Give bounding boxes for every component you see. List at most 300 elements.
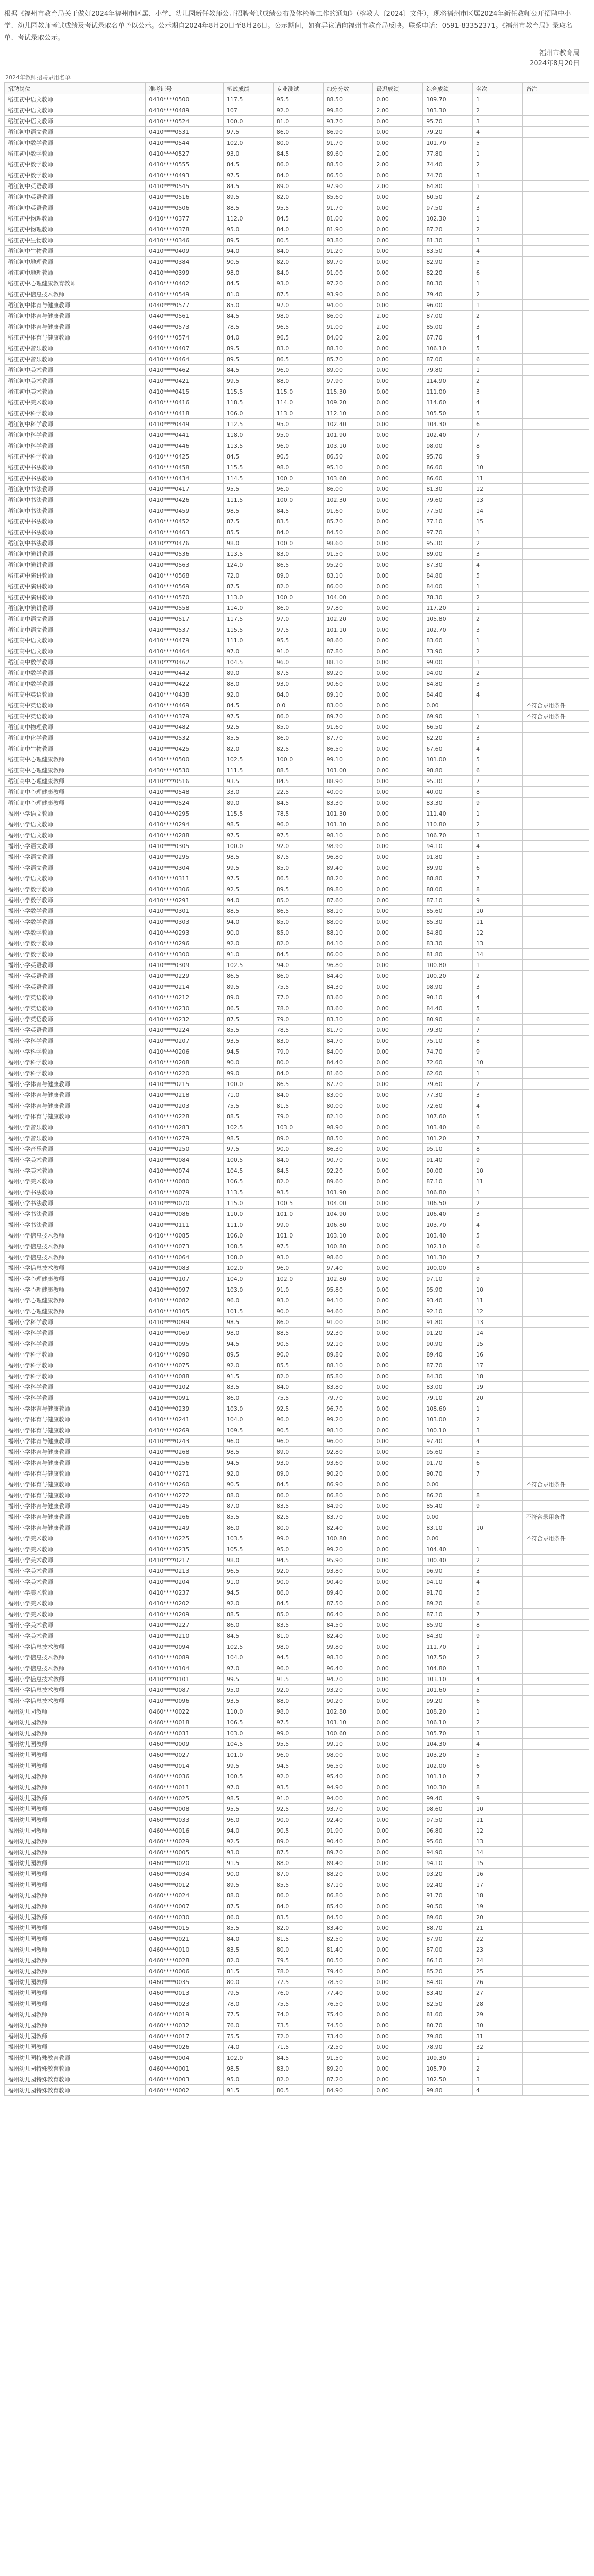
cell-total: 91.70: [423, 1890, 473, 1901]
cell-written: 98.5: [223, 819, 273, 830]
cell-professional: 83.0: [273, 549, 323, 560]
cell-bonus: 84.40: [323, 1057, 373, 1068]
cell-position: 福州小学科学教师: [5, 1068, 146, 1079]
cell-professional: 71.5: [273, 2042, 323, 2053]
cell-professional: 88.0: [273, 1858, 323, 1869]
table-row: [5, 1533, 589, 1544]
cell-written: 74.0: [223, 2042, 273, 2053]
cell-written: 98.0: [223, 538, 273, 549]
cell-written: 93.5: [223, 1036, 273, 1046]
table-row: [5, 1836, 589, 1847]
cell-written: 98.5: [223, 1133, 273, 1144]
cell-bonus: 86.50: [323, 451, 373, 462]
cell-ticket: 0410****0107: [146, 1274, 224, 1284]
cell-position: 福州幼儿园教师: [5, 2009, 146, 2020]
cell-extra: 0.00: [373, 1252, 423, 1263]
cell-extra: 0.00: [373, 1447, 423, 1458]
cell-note: [522, 1165, 589, 1176]
cell-note: [522, 1522, 589, 1533]
cell-note: [522, 1187, 589, 1198]
table-row: [5, 397, 589, 408]
cell-bonus: 83.60: [323, 992, 373, 1003]
cell-total: 95.30: [423, 776, 473, 787]
cell-rank: 31: [473, 2031, 523, 2042]
cell-ticket: 0460****0010: [146, 1944, 224, 1955]
cell-written: 108.5: [223, 1241, 273, 1252]
cell-note: [522, 862, 589, 873]
cell-rank: 17: [473, 1879, 523, 1890]
cell-bonus: 88.90: [323, 776, 373, 787]
cell-note: [522, 1955, 589, 1966]
table-row: [5, 1295, 589, 1306]
cell-note: [522, 570, 589, 581]
table-row: [5, 311, 589, 321]
cell-written: 76.0: [223, 2020, 273, 2031]
cell-note: [522, 765, 589, 776]
cell-total: 90.90: [423, 1338, 473, 1349]
cell-ticket: 0410****0075: [146, 1360, 224, 1371]
cell-note: [522, 1966, 589, 1977]
cell-rank: 6: [473, 765, 523, 776]
table-row: [5, 2063, 589, 2074]
cell-ticket: 0410****0469: [146, 700, 224, 711]
cell-professional: 84.5: [273, 148, 323, 159]
cell-note: [522, 2085, 589, 2096]
cell-ticket: 0460****0005: [146, 1847, 224, 1858]
cell-bonus: 103.60: [323, 473, 373, 484]
cell-professional: 96.0: [273, 819, 323, 830]
cell-bonus: 86.00: [323, 581, 373, 592]
cell-professional: 85.0: [273, 927, 323, 938]
table-row: [5, 722, 589, 733]
cell-rank: 12: [473, 1306, 523, 1317]
cell-bonus: 98.60: [323, 538, 373, 549]
cell-note: [522, 311, 589, 321]
cell-extra: 0.00: [373, 1544, 423, 1555]
cell-professional: 100.0: [273, 495, 323, 505]
cell-rank: 16: [473, 1349, 523, 1360]
header-total: 综合成绩: [423, 83, 473, 94]
cell-bonus: 73.40: [323, 2031, 373, 2042]
cell-ticket: 0460****0027: [146, 1750, 224, 1760]
cell-written: 100.0: [223, 116, 273, 127]
cell-position: 福州小学科学教师: [5, 1036, 146, 1046]
cell-professional: 96.0: [273, 440, 323, 451]
cell-position: 稻江初中语文教师: [5, 94, 146, 105]
table-row: [5, 1079, 589, 1090]
table-row: [5, 257, 589, 267]
cell-professional: 91.0: [273, 646, 323, 657]
cell-total: 101.10: [423, 1771, 473, 1782]
cell-rank: 3: [473, 386, 523, 397]
cell-note: [522, 1836, 589, 1847]
cell-written: 112.5: [223, 419, 273, 430]
cell-total: 114.90: [423, 376, 473, 386]
table-row: [5, 192, 589, 202]
cell-professional: 97.0: [273, 300, 323, 311]
cell-position: 稻江初中数学教师: [5, 148, 146, 159]
cell-professional: 84.0: [273, 1901, 323, 1912]
table-row: [5, 960, 589, 971]
table-row: [5, 981, 589, 992]
cell-note: [522, 938, 589, 949]
table-row: [5, 992, 589, 1003]
cell-rank: 2: [473, 614, 523, 624]
cell-bonus: 96.70: [323, 1403, 373, 1414]
cell-note: [522, 1587, 589, 1598]
cell-bonus: 89.60: [323, 1176, 373, 1187]
cell-total: 97.40: [423, 1436, 473, 1447]
cell-total: 85.90: [423, 1620, 473, 1631]
cell-rank: 11: [473, 917, 523, 927]
cell-written: 103.0: [223, 1728, 273, 1739]
cell-total: 84.40: [423, 689, 473, 700]
cell-professional: 99.0: [273, 1219, 323, 1230]
cell-written: 91.0: [223, 949, 273, 960]
cell-position: 福州小学科学教师: [5, 1328, 146, 1338]
cell-note: [522, 1847, 589, 1858]
cell-written: 88.0: [223, 679, 273, 689]
cell-written: 106.0: [223, 408, 273, 419]
cell-written: 108.0: [223, 1252, 273, 1263]
cell-ticket: 0410****0558: [146, 603, 224, 614]
cell-professional: 80.0: [273, 1944, 323, 1955]
cell-bonus: 81.90: [323, 224, 373, 235]
cell-written: 79.5: [223, 1988, 273, 1998]
cell-extra: 0.00: [373, 1793, 423, 1804]
cell-total: 83.30: [423, 798, 473, 808]
cell-ticket: 0410****0446: [146, 440, 224, 451]
cell-rank: 21: [473, 1923, 523, 1934]
table-row: [5, 2074, 589, 2085]
cell-ticket: 0410****0217: [146, 1555, 224, 1566]
cell-position: 福州小学体育与健康教师: [5, 1425, 146, 1436]
cell-written: 96.0: [223, 1295, 273, 1306]
cell-extra: 0.00: [373, 365, 423, 376]
cell-rank: 5: [473, 343, 523, 354]
cell-extra: 0.00: [373, 1458, 423, 1468]
cell-rank: 1: [473, 1706, 523, 1717]
cell-rank: 17: [473, 1360, 523, 1371]
cell-extra: 0.00: [373, 527, 423, 538]
table-row: [5, 1447, 589, 1458]
cell-written: 98.0: [223, 267, 273, 278]
cell-written: 99.5: [223, 376, 273, 386]
cell-position: 稻江初中体育与健康教师: [5, 321, 146, 332]
table-row: [5, 1360, 589, 1371]
cell-ticket: 0410****0442: [146, 668, 224, 679]
cell-ticket: 0410****0085: [146, 1230, 224, 1241]
cell-written: 87.5: [223, 516, 273, 527]
cell-total: 101.70: [423, 138, 473, 148]
cell-total: 77.50: [423, 505, 473, 516]
cell-written: 94.5: [223, 1046, 273, 1057]
cell-written: 89.5: [223, 235, 273, 246]
cell-note: [522, 1338, 589, 1349]
cell-professional: 80.0: [273, 138, 323, 148]
cell-note: [522, 1360, 589, 1371]
cell-professional: 82.0: [273, 192, 323, 202]
table-row: [5, 430, 589, 440]
table-row: [5, 1122, 589, 1133]
table-row: [5, 2020, 589, 2031]
table-caption: 2024年教师招聘录用名单: [5, 74, 71, 81]
cell-note: [522, 1241, 589, 1252]
cell-total: 104.30: [423, 1739, 473, 1750]
cell-ticket: 0460****0016: [146, 1825, 224, 1836]
cell-ticket: 0460****0026: [146, 2042, 224, 2053]
cell-extra: 0.00: [373, 1641, 423, 1652]
cell-written: 81.0: [223, 289, 273, 300]
table-row: [5, 408, 589, 419]
cell-note: [522, 1284, 589, 1295]
table-row: [5, 1100, 589, 1111]
cell-ticket: 0410****0111: [146, 1219, 224, 1230]
cell-written: 86.0: [223, 1620, 273, 1631]
cell-extra: 0.00: [373, 1479, 423, 1490]
cell-position: 福州小学信息技术教师: [5, 1252, 146, 1263]
cell-professional: 77.5: [273, 1977, 323, 1988]
cell-rank: 4: [473, 1219, 523, 1230]
cell-ticket: 0410****0569: [146, 581, 224, 592]
cell-note: [522, 159, 589, 170]
cell-written: 88.5: [223, 1111, 273, 1122]
table-row: [5, 1371, 589, 1382]
cell-position: 福州小学科学教师: [5, 1046, 146, 1057]
cell-note: [522, 1944, 589, 1955]
cell-bonus: 72.50: [323, 2042, 373, 2053]
cell-ticket: 0460****0003: [146, 2074, 224, 2085]
cell-rank: 1: [473, 278, 523, 289]
cell-position: 稻江初中科学教师: [5, 430, 146, 440]
table-row: [5, 862, 589, 873]
cell-written: 92.0: [223, 938, 273, 949]
cell-position: 稻江高中语文教师: [5, 614, 146, 624]
cell-position: 福州幼儿园教师: [5, 1717, 146, 1728]
cell-total: 102.30: [423, 213, 473, 224]
cell-total: 104.80: [423, 1663, 473, 1674]
cell-ticket: 0410****0294: [146, 819, 224, 830]
cell-total: 91.20: [423, 1328, 473, 1338]
cell-bonus: 90.70: [323, 1155, 373, 1165]
cell-professional: 84.0: [273, 689, 323, 700]
cell-position: 福州幼儿园教师: [5, 1706, 146, 1717]
table-row: [5, 906, 589, 917]
cell-rank: 6: [473, 1122, 523, 1133]
cell-total: 105.70: [423, 1728, 473, 1739]
cell-rank: 6: [473, 354, 523, 365]
cell-total: 103.40: [423, 1230, 473, 1241]
cell-position: 稻江初中信息技术教师: [5, 289, 146, 300]
cell-bonus: 104.00: [323, 592, 373, 603]
cell-position: 福州小学心理健康教师: [5, 1274, 146, 1284]
cell-professional: 82.0: [273, 938, 323, 949]
cell-ticket: 0460****0035: [146, 1977, 224, 1988]
cell-professional: 97.5: [273, 1241, 323, 1252]
cell-professional: 84.5: [273, 1165, 323, 1176]
cell-note: [522, 1490, 589, 1501]
cell-position: 福州幼儿园教师: [5, 1771, 146, 1782]
table-row: [5, 1090, 589, 1100]
cell-ticket: 0410****0225: [146, 1533, 224, 1544]
cell-professional: 92.5: [273, 1804, 323, 1815]
cell-total: 94.10: [423, 841, 473, 852]
cell-professional: 86.5: [273, 873, 323, 884]
cell-extra: 0.00: [373, 570, 423, 581]
cell-rank: 2: [473, 289, 523, 300]
cell-professional: 88.0: [273, 1696, 323, 1706]
cell-total: 84.80: [423, 570, 473, 581]
cell-extra: 0.00: [373, 711, 423, 722]
cell-position: 福州幼儿园教师: [5, 1760, 146, 1771]
cell-position: 福州幼儿园教师: [5, 1890, 146, 1901]
cell-extra: 0.00: [373, 927, 423, 938]
cell-position: 福州小学科学教师: [5, 1349, 146, 1360]
cell-rank: 1: [473, 181, 523, 192]
cell-ticket: 0410****0073: [146, 1241, 224, 1252]
cell-extra: 0.00: [373, 949, 423, 960]
cell-note: [522, 733, 589, 743]
cell-bonus: 97.40: [323, 1263, 373, 1274]
cell-written: 94.0: [223, 917, 273, 927]
cell-position: 稻江高中英语教师: [5, 700, 146, 711]
cell-total: 91.70: [423, 1458, 473, 1468]
cell-rank: 2: [473, 1717, 523, 1728]
cell-position: 福州小学美术教师: [5, 1533, 146, 1544]
cell-rank: 5: [473, 257, 523, 267]
cell-position: 稻江高中化学教师: [5, 733, 146, 743]
cell-written: 107: [223, 105, 273, 116]
cell-ticket: 0410****0476: [146, 538, 224, 549]
cell-rank: 3: [473, 235, 523, 246]
cell-written: 90.0: [223, 927, 273, 938]
table-row: [5, 614, 589, 624]
cell-extra: 0.00: [373, 1522, 423, 1533]
table-row: [5, 224, 589, 235]
cell-position: 福州小学音乐教师: [5, 1122, 146, 1133]
table-row: [5, 668, 589, 679]
cell-ticket: 0460****0006: [146, 1966, 224, 1977]
cell-bonus: 91.70: [323, 138, 373, 148]
cell-written: 115.5: [223, 386, 273, 397]
cell-ticket: 0410****0091: [146, 1393, 224, 1403]
cell-professional: 90.0: [273, 1144, 323, 1155]
cell-note: [522, 549, 589, 560]
cell-position: 福州幼儿园教师: [5, 1750, 146, 1760]
cell-ticket: 0410****0309: [146, 960, 224, 971]
header-bonus: 加分分数: [323, 83, 373, 94]
cell-extra: 0.00: [373, 1631, 423, 1641]
cell-extra: 0.00: [373, 278, 423, 289]
table-row: [5, 1609, 589, 1620]
cell-extra: 0.00: [373, 1122, 423, 1133]
cell-extra: 0.00: [373, 484, 423, 495]
cell-position: 福州小学语文教师: [5, 830, 146, 841]
cell-written: 92.0: [223, 1468, 273, 1479]
cell-total: 89.90: [423, 862, 473, 873]
cell-ticket: 0460****0022: [146, 1706, 224, 1717]
cell-professional: 75.5: [273, 1998, 323, 2009]
cell-position: 稻江初中地理教师: [5, 257, 146, 267]
cell-bonus: 103.10: [323, 1230, 373, 1241]
table-row: [5, 1901, 589, 1912]
cell-note: [522, 1057, 589, 1068]
cell-position: 稻江高中物理教师: [5, 722, 146, 733]
cell-professional: 102.0: [273, 1274, 323, 1284]
cell-professional: 84.0: [273, 1155, 323, 1165]
table-row: [5, 451, 589, 462]
cell-position: 福州小学体育与健康教师: [5, 1501, 146, 1512]
cell-professional: 93.0: [273, 278, 323, 289]
cell-note: [522, 1036, 589, 1046]
cell-note: [522, 105, 589, 116]
cell-total: 77.80: [423, 148, 473, 159]
cell-bonus: 91.50: [323, 549, 373, 560]
cell-position: 福州幼儿园特殊教育教师: [5, 2063, 146, 2074]
cell-rank: 10: [473, 1284, 523, 1295]
cell-bonus: 91.00: [323, 267, 373, 278]
cell-professional: 93.0: [273, 1458, 323, 1468]
cell-position: 福州小学英语教师: [5, 1025, 146, 1036]
cell-position: 稻江初中演讲教师: [5, 560, 146, 570]
cell-position: 福州小学科学教师: [5, 1393, 146, 1403]
cell-total: 87.00: [423, 354, 473, 365]
table-row: [5, 1966, 589, 1977]
cell-note: [522, 462, 589, 473]
cell-rank: 16: [473, 1869, 523, 1879]
cell-rank: 7: [473, 1025, 523, 1036]
cell-position: 稻江初中科学教师: [5, 451, 146, 462]
cell-written: 109.5: [223, 1425, 273, 1436]
cell-written: 83.5: [223, 1382, 273, 1393]
table-row: [5, 2031, 589, 2042]
cell-professional: 82.0: [273, 257, 323, 267]
cell-note: [522, 267, 589, 278]
cell-ticket: 0460****0017: [146, 2031, 224, 2042]
cell-extra: 2.00: [373, 321, 423, 332]
table-row: [5, 1512, 589, 1522]
cell-total: 100.80: [423, 960, 473, 971]
cell-note: [522, 1403, 589, 1414]
cell-professional: 100.0: [273, 538, 323, 549]
cell-ticket: 0410****0462: [146, 365, 224, 376]
cell-note: [522, 332, 589, 343]
cell-extra: 0.00: [373, 938, 423, 949]
cell-extra: 0.00: [373, 246, 423, 257]
table-row: [5, 1566, 589, 1577]
cell-written: 102.0: [223, 2053, 273, 2063]
cell-note: [522, 2063, 589, 2074]
table-row: [5, 927, 589, 938]
cell-written: 85.5: [223, 527, 273, 538]
cell-rank: 7: [473, 1468, 523, 1479]
cell-ticket: 0410****0434: [146, 473, 224, 484]
cell-professional: 79.0: [273, 1014, 323, 1025]
cell-extra: 0.00: [373, 1836, 423, 1847]
table-row: [5, 1782, 589, 1793]
cell-bonus: 98.00: [323, 1750, 373, 1760]
cell-note: [522, 1393, 589, 1403]
cell-professional: 93.0: [273, 1252, 323, 1263]
cell-professional: 90.0: [273, 1815, 323, 1825]
table-row: [5, 1403, 589, 1414]
cell-extra: 0.00: [373, 733, 423, 743]
table-row: [5, 419, 589, 430]
cell-total: 78.90: [423, 2042, 473, 2053]
cell-note: [522, 960, 589, 971]
cell-note: [522, 1544, 589, 1555]
cell-note: [522, 1977, 589, 1988]
